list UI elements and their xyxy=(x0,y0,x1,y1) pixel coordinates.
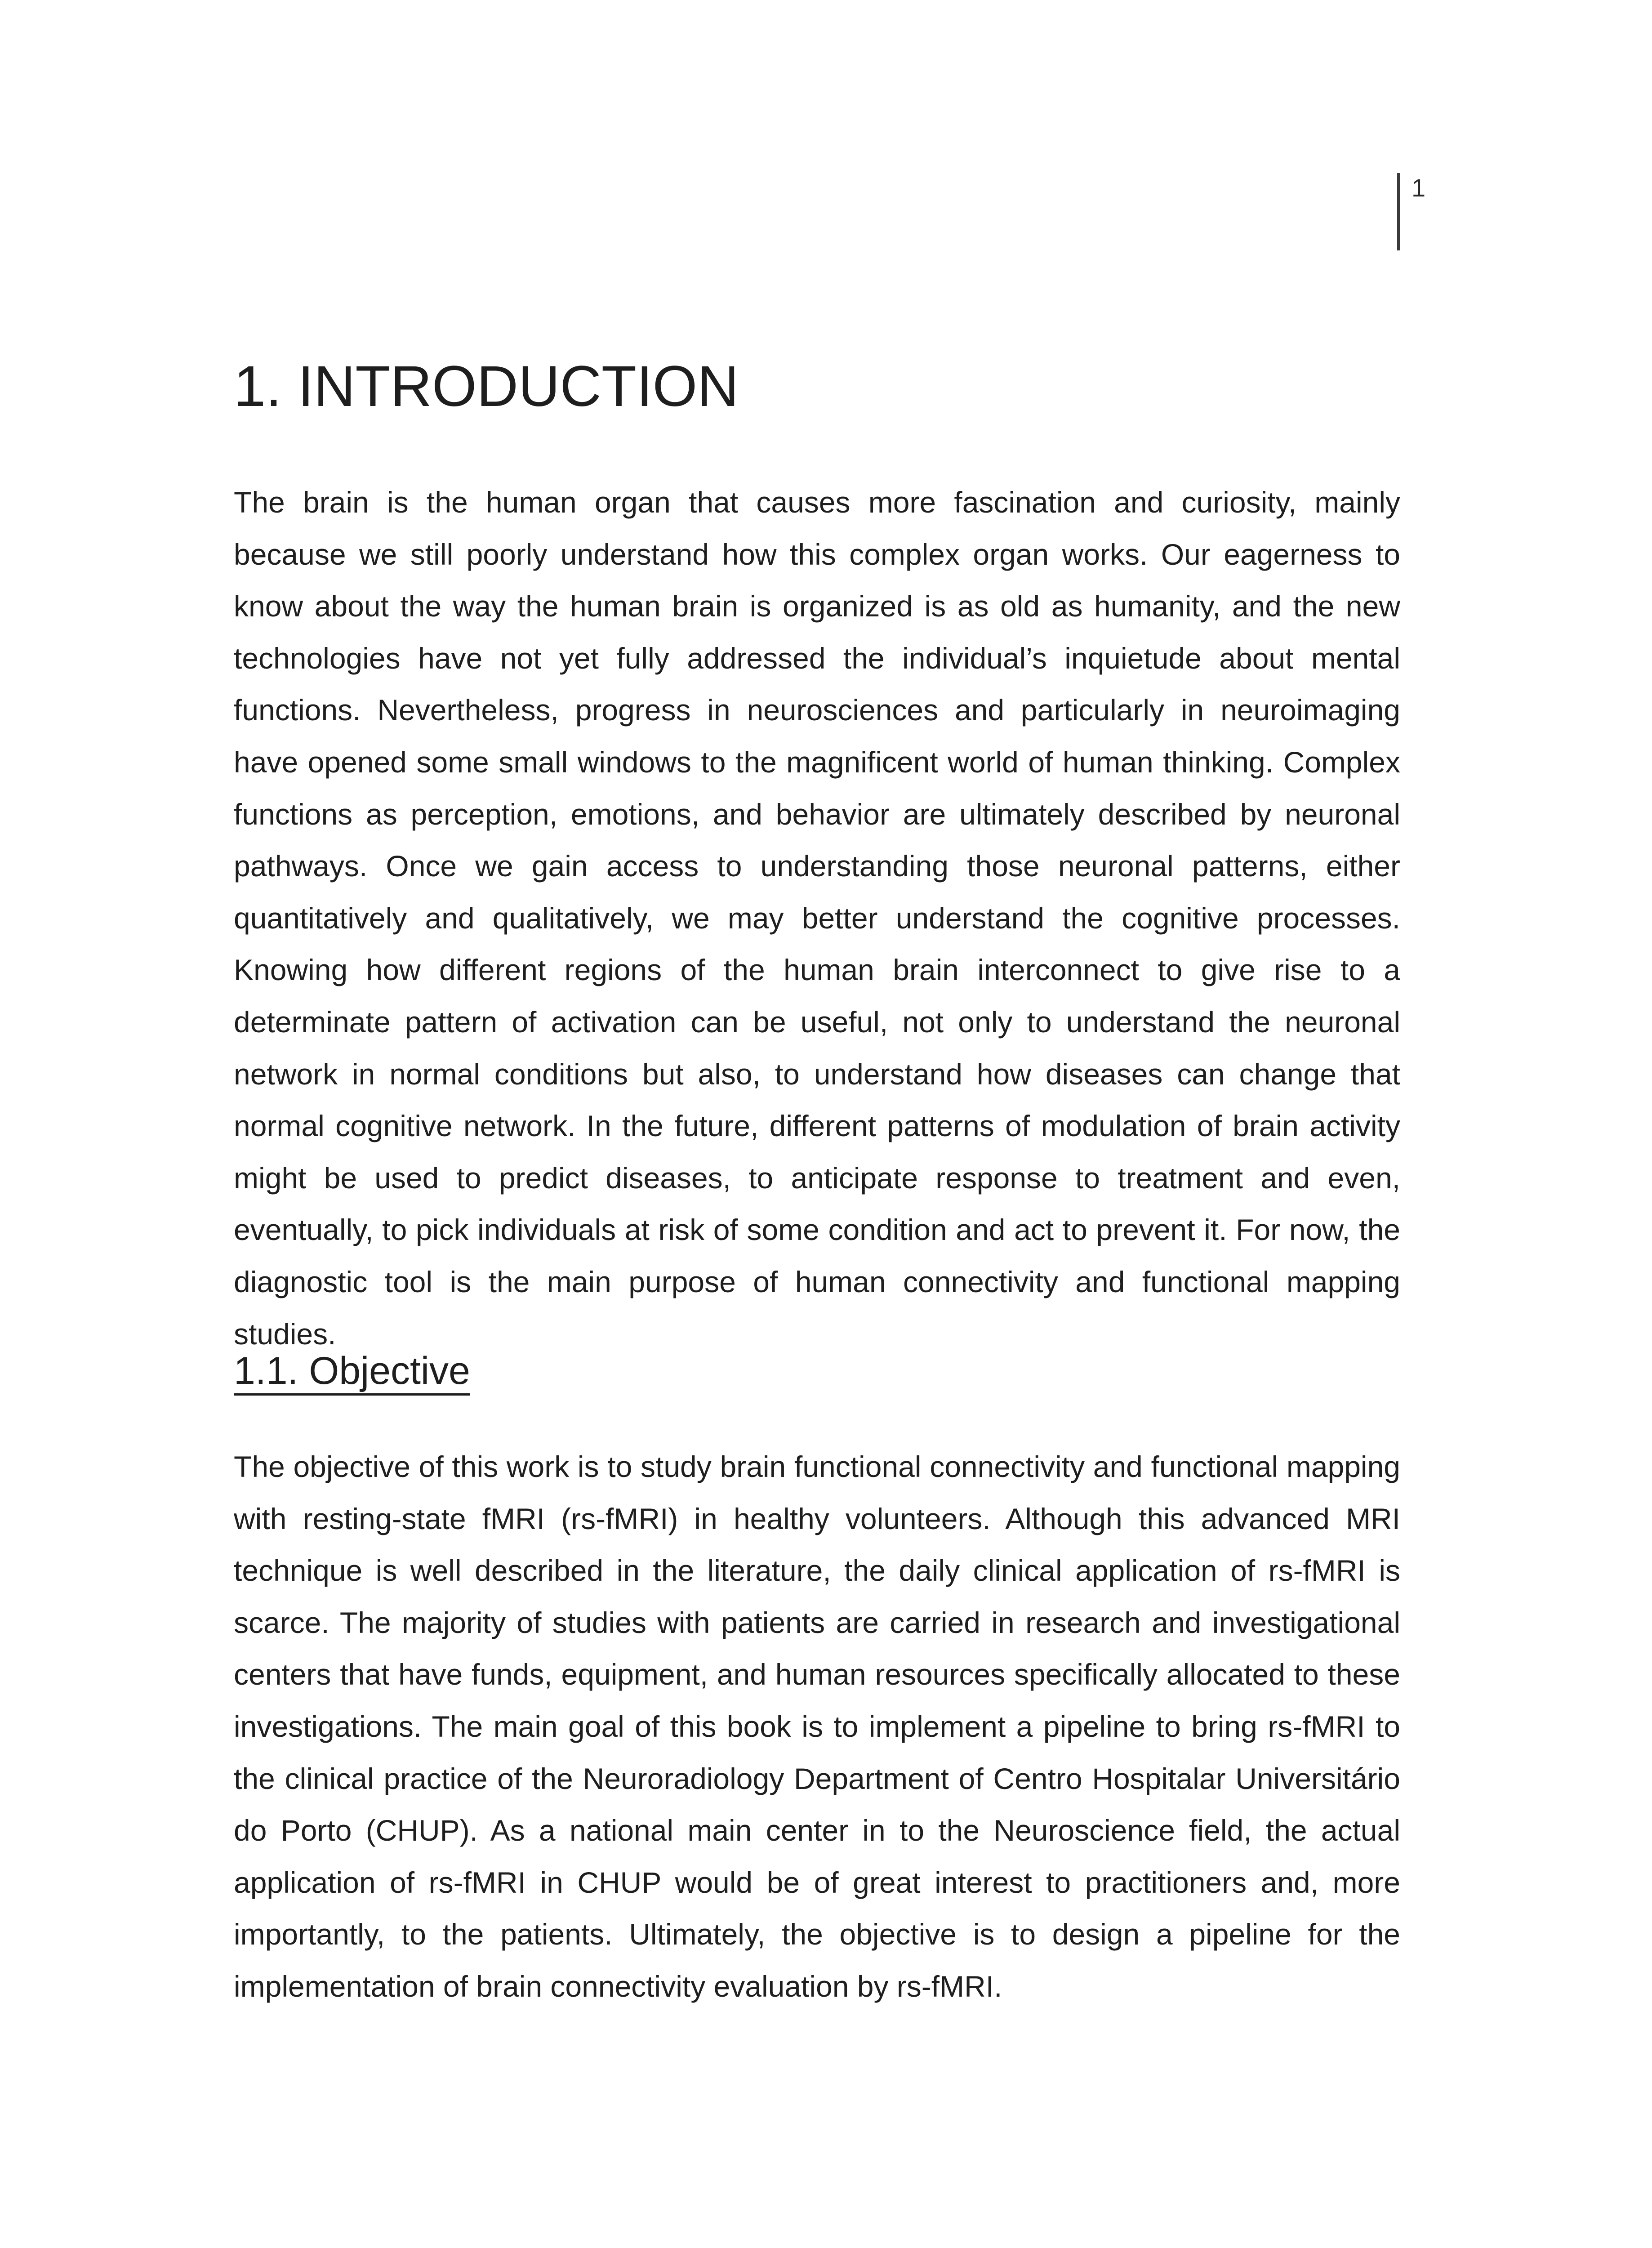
chapter-title: 1. INTRODUCTION xyxy=(234,354,739,419)
section-title xyxy=(234,1348,470,1394)
objective-paragraph: The objective of this work is to study brain functional connectivity and functional mapping with resting-state fMRI (rs-fMRI) in healthy volunteers. Although this advanced MRI technique is well described in the literature, the daily clinical application of rs-fMRI is scarce. The majority of studies with patients are carried in research and investigational centers that have funds, equipment, and human resources specifically allocated to these investigations. The main goal of this book is to implement a pipeline to bring rs-fMRI to the clinical practice of the Neuroradiology Department of Centro Hospitalar Universitário do Porto (CHUP). As a national main center in to the Neuroscience field, the actual application of rs-fMRI in CHUP would be of great interest to practitioners and, more importantly, to the patients. Ultimately, the objective is to design a pipeline for the implementation of brain connectivity evaluation by rs-fMRI. xyxy=(234,1450,1400,2003)
page-number: 1 xyxy=(1412,174,1426,202)
page-number-divider xyxy=(1397,173,1400,250)
introduction-paragraph: The brain is the human organ that causes more fascination and curiosity, mainly because we still poorly understand how this complex organ works. Our eagerness to know about the way the human brain is organized is as old as humanity, and the new technologies have not yet fully addressed the individual’s inquietude about mental functions. Nevertheless, progress in neurosciences and particularly in neuroimaging have opened some small windows to the magnificent world of human thinking. Complex functions as perception, emotions, and behavior are ultimately described by neuronal pathways. Once we gain access to understanding those neuronal patterns, either quantitatively and qualitatively, we may better understand the cognitive processes. Knowing how different regions of the human brain interconnect to give rise to a determinate pattern of activation can be useful, not only to understand the neuronal network in normal conditions but also, to understand how diseases can change that normal cognitive network. In the future, different patterns of modulation of brain activity might be used to predict diseases, to anticipate response to treatment and even, eventually, to pick individuals at risk of some condition and act to prevent it. For now, the diagnostic tool is the main purpose of human connectivity and functional mapping studies. xyxy=(234,486,1400,1351)
section-title-text: 1.1. Objective xyxy=(234,1349,470,1396)
